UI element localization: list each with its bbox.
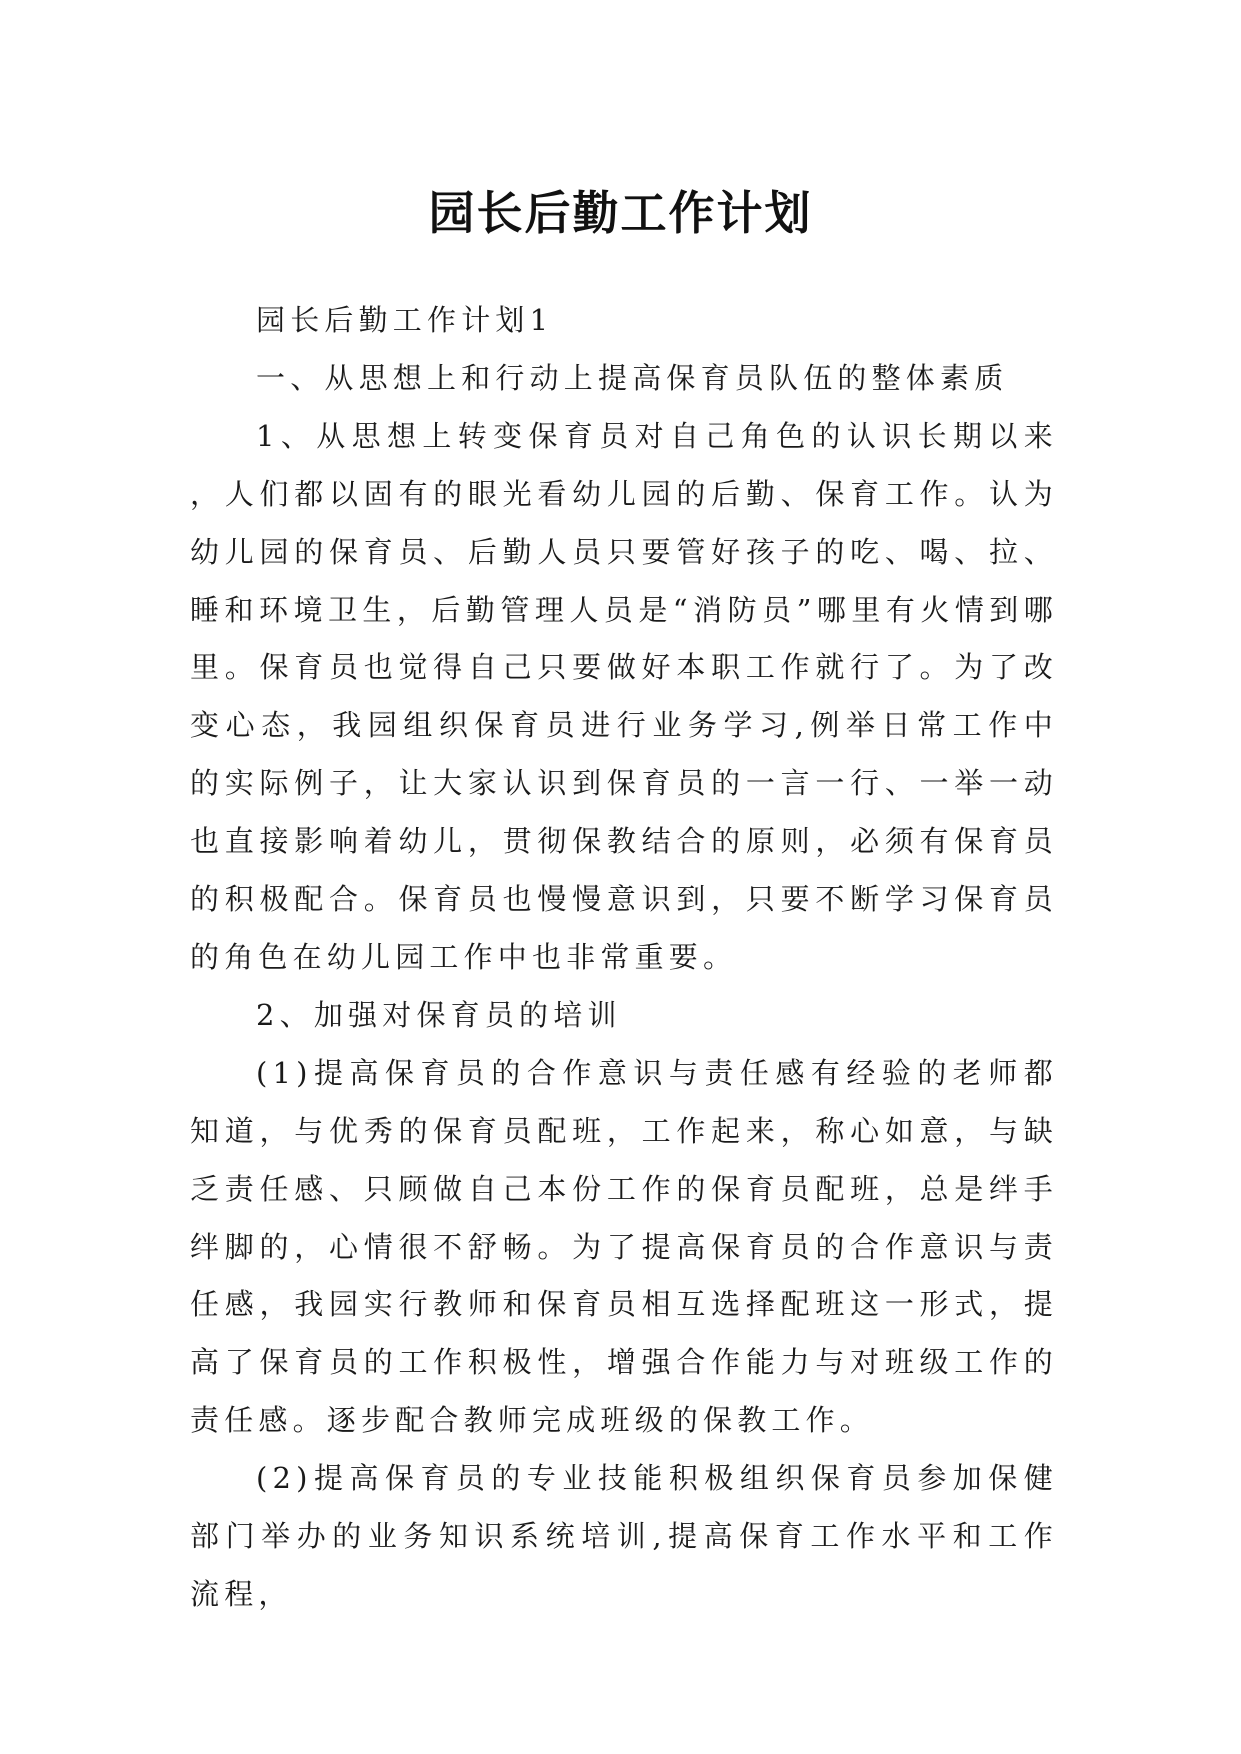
- paragraph-part-one-heading: 一、从思想上和行动上提高保育员队伍的整体素质: [256, 360, 1009, 395]
- document-body: [190, 292, 1058, 1624]
- document-title: 园长后勤工作计划: [428, 185, 813, 240]
- paragraph-section-heading: 园长后勤工作计划1: [256, 303, 554, 337]
- paragraph-training-heading: 2、加强对保育员的培训: [256, 997, 622, 1032]
- paragraph-cooperation: (1)提高保育员的合作意识与责任感有经验的老师都知道，与优秀的保育员配班，工作起来，称心如意，与缺乏责任感、只顾做自己本份工作的保育员配班，总是绊手绊脚的，心情很不舒畅。为了提高保育员的合作意识与责任感，我园实行教师和保育员相互选择配班这一形式，提高了保育员的工作积极性，增强合作能力与对班级工作的责任感。逐步配合教师完成班级的保教工作。: [190, 1055, 1058, 1438]
- paragraph-professional-skills: (2)提高保育员的专业技能积极组织保育员参加保健部门举办的业务知识系统培训,提高保育工作水平和工作流程，: [190, 1461, 1058, 1611]
- paragraph-role-awareness: 1、从思想上转变保育员对自己角色的认识长期以来，人们都以固有的眼光看幼儿园的后勤、保育工作。认为幼儿园的保育员、后勤人员只要管好孩子的吃、喝、拉、睡和环境卫生，后勤管理人员是“消防员”哪里有火情到哪里。保育员也觉得自己只要做好本职工作就行了。为了改变心态，我园组织保育员进行业务学习,例举日常工作中的实际例子，让大家认识到保育员的一言一行、一举一动也直接影响着幼儿，贯彻保教结合的原则，必须有保育员的积极配合。保育员也慢慢意识到，只要不断学习保育员的角色在幼儿园工作中也非常重要。: [190, 418, 1058, 974]
